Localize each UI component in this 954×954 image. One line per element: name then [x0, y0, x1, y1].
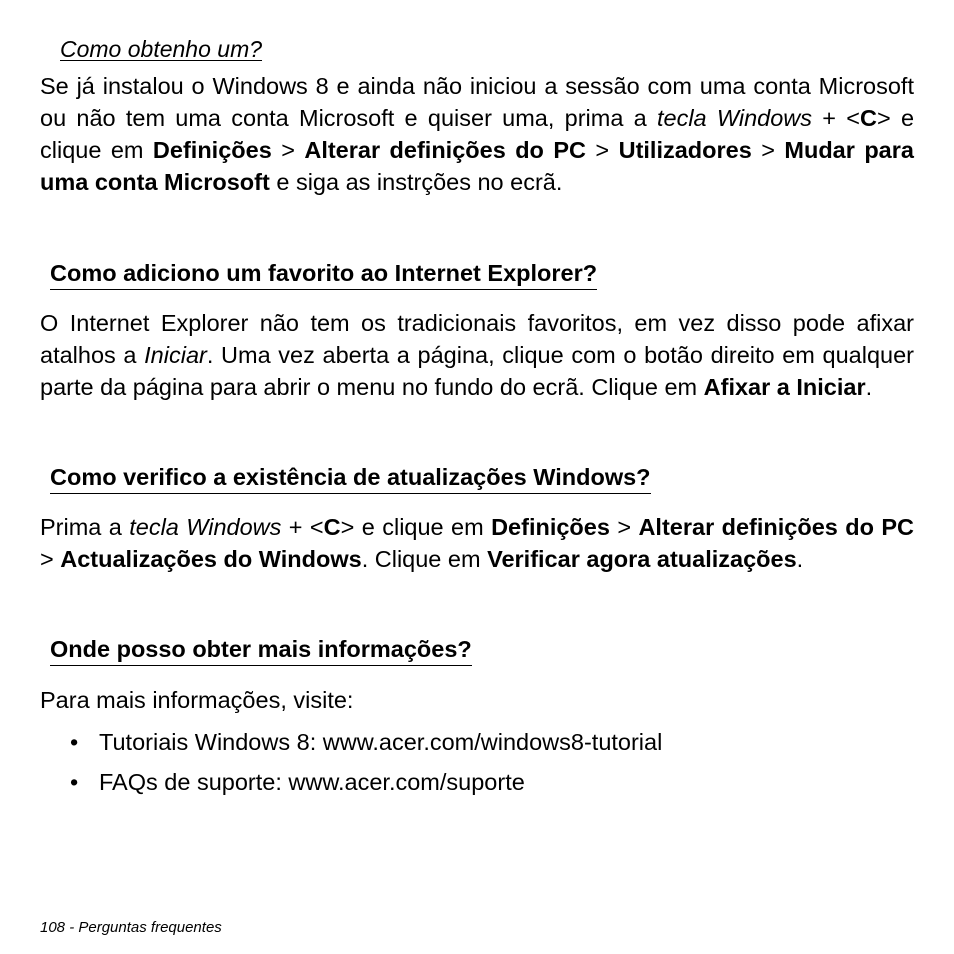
text-run: >	[40, 546, 61, 572]
list-item-support-link	[40, 767, 662, 807]
list-item-tutorial-link	[40, 727, 662, 767]
text-run-bold: Utilizadores	[618, 137, 752, 163]
list-item-text: FAQs de suporte: www.acer.com/suporte	[99, 769, 525, 795]
text-run-bold: Verificar agora atualizações	[487, 546, 797, 572]
page-footer: 108 - Perguntas frequentes	[40, 919, 222, 936]
text-run-bold: C	[859, 105, 877, 131]
text-run-bold: Alterar definições do PC	[304, 137, 586, 163]
text-run-bold: C	[323, 514, 341, 540]
info-links-list	[40, 727, 662, 807]
heading-mais-informacoes: Onde posso obter mais informações?	[50, 634, 472, 666]
bullet-icon: •	[70, 729, 79, 755]
paragraph-mais-informacoes-intro: Para mais informações, visite:	[40, 687, 354, 713]
list-item-text: Tutoriais Windows 8: www.acer.com/windows8-tutorial	[99, 729, 663, 755]
text-run: .	[865, 374, 873, 400]
text-run: + <	[281, 514, 324, 540]
text-run: > e clique em	[340, 514, 492, 540]
heading-favorito-internet-explorer: Como adiciono um favorito ao Internet Explorer?	[50, 258, 597, 290]
text-run: Prima a	[40, 514, 130, 540]
text-run: .	[796, 546, 804, 572]
text-run-bold: Alterar definições do PC	[638, 514, 914, 540]
text-run: . Uma vez aberta a página, clique com o botão direito em qualquer parte da página para abrir o menu no fundo do ecrã. Clique em	[40, 342, 914, 400]
paragraph-microsoft-account	[40, 70, 914, 198]
text-run: > e clique em	[40, 105, 915, 163]
text-run: + <	[812, 105, 860, 131]
text-run: e siga as instrções no ecrã.	[269, 169, 563, 195]
heading-atualizacoes-windows: Como verifico a existência de atualizações Windows?	[50, 462, 651, 494]
text-run: >	[271, 137, 305, 163]
text-run-bold: Actualizações do Windows	[60, 546, 362, 572]
text-run-bold: Afixar a Iniciar	[703, 374, 866, 400]
text-run: >	[586, 137, 619, 163]
paragraph-atualizacoes	[40, 511, 914, 575]
text-run: >	[609, 514, 639, 540]
text-run-bold: Mudar para uma conta Microsoft	[40, 137, 914, 195]
text-run: >	[751, 137, 785, 163]
text-run: Se já instalou o Windows 8 e ainda não iniciou a sessão com uma conta Microsoft ou não tem uma conta Microsoft e quiser uma, prima a	[40, 73, 914, 131]
text-run: . Clique em	[361, 546, 488, 572]
text-run-italic: tecla Windows	[129, 514, 282, 540]
subheading-como-obtenho: Como obtenho um?	[60, 36, 263, 62]
text-run-italic: Iniciar	[144, 342, 207, 368]
text-run: O Internet Explorer não tem os tradicionais favoritos, em vez disso pode afixar atalhos a	[40, 310, 914, 368]
paragraph-internet-explorer	[40, 307, 914, 403]
text-run-bold: Definições	[152, 137, 272, 163]
text-run-bold: Definições	[491, 514, 610, 540]
bullet-icon: •	[70, 769, 79, 795]
text-run-italic: tecla Windows	[656, 105, 813, 131]
